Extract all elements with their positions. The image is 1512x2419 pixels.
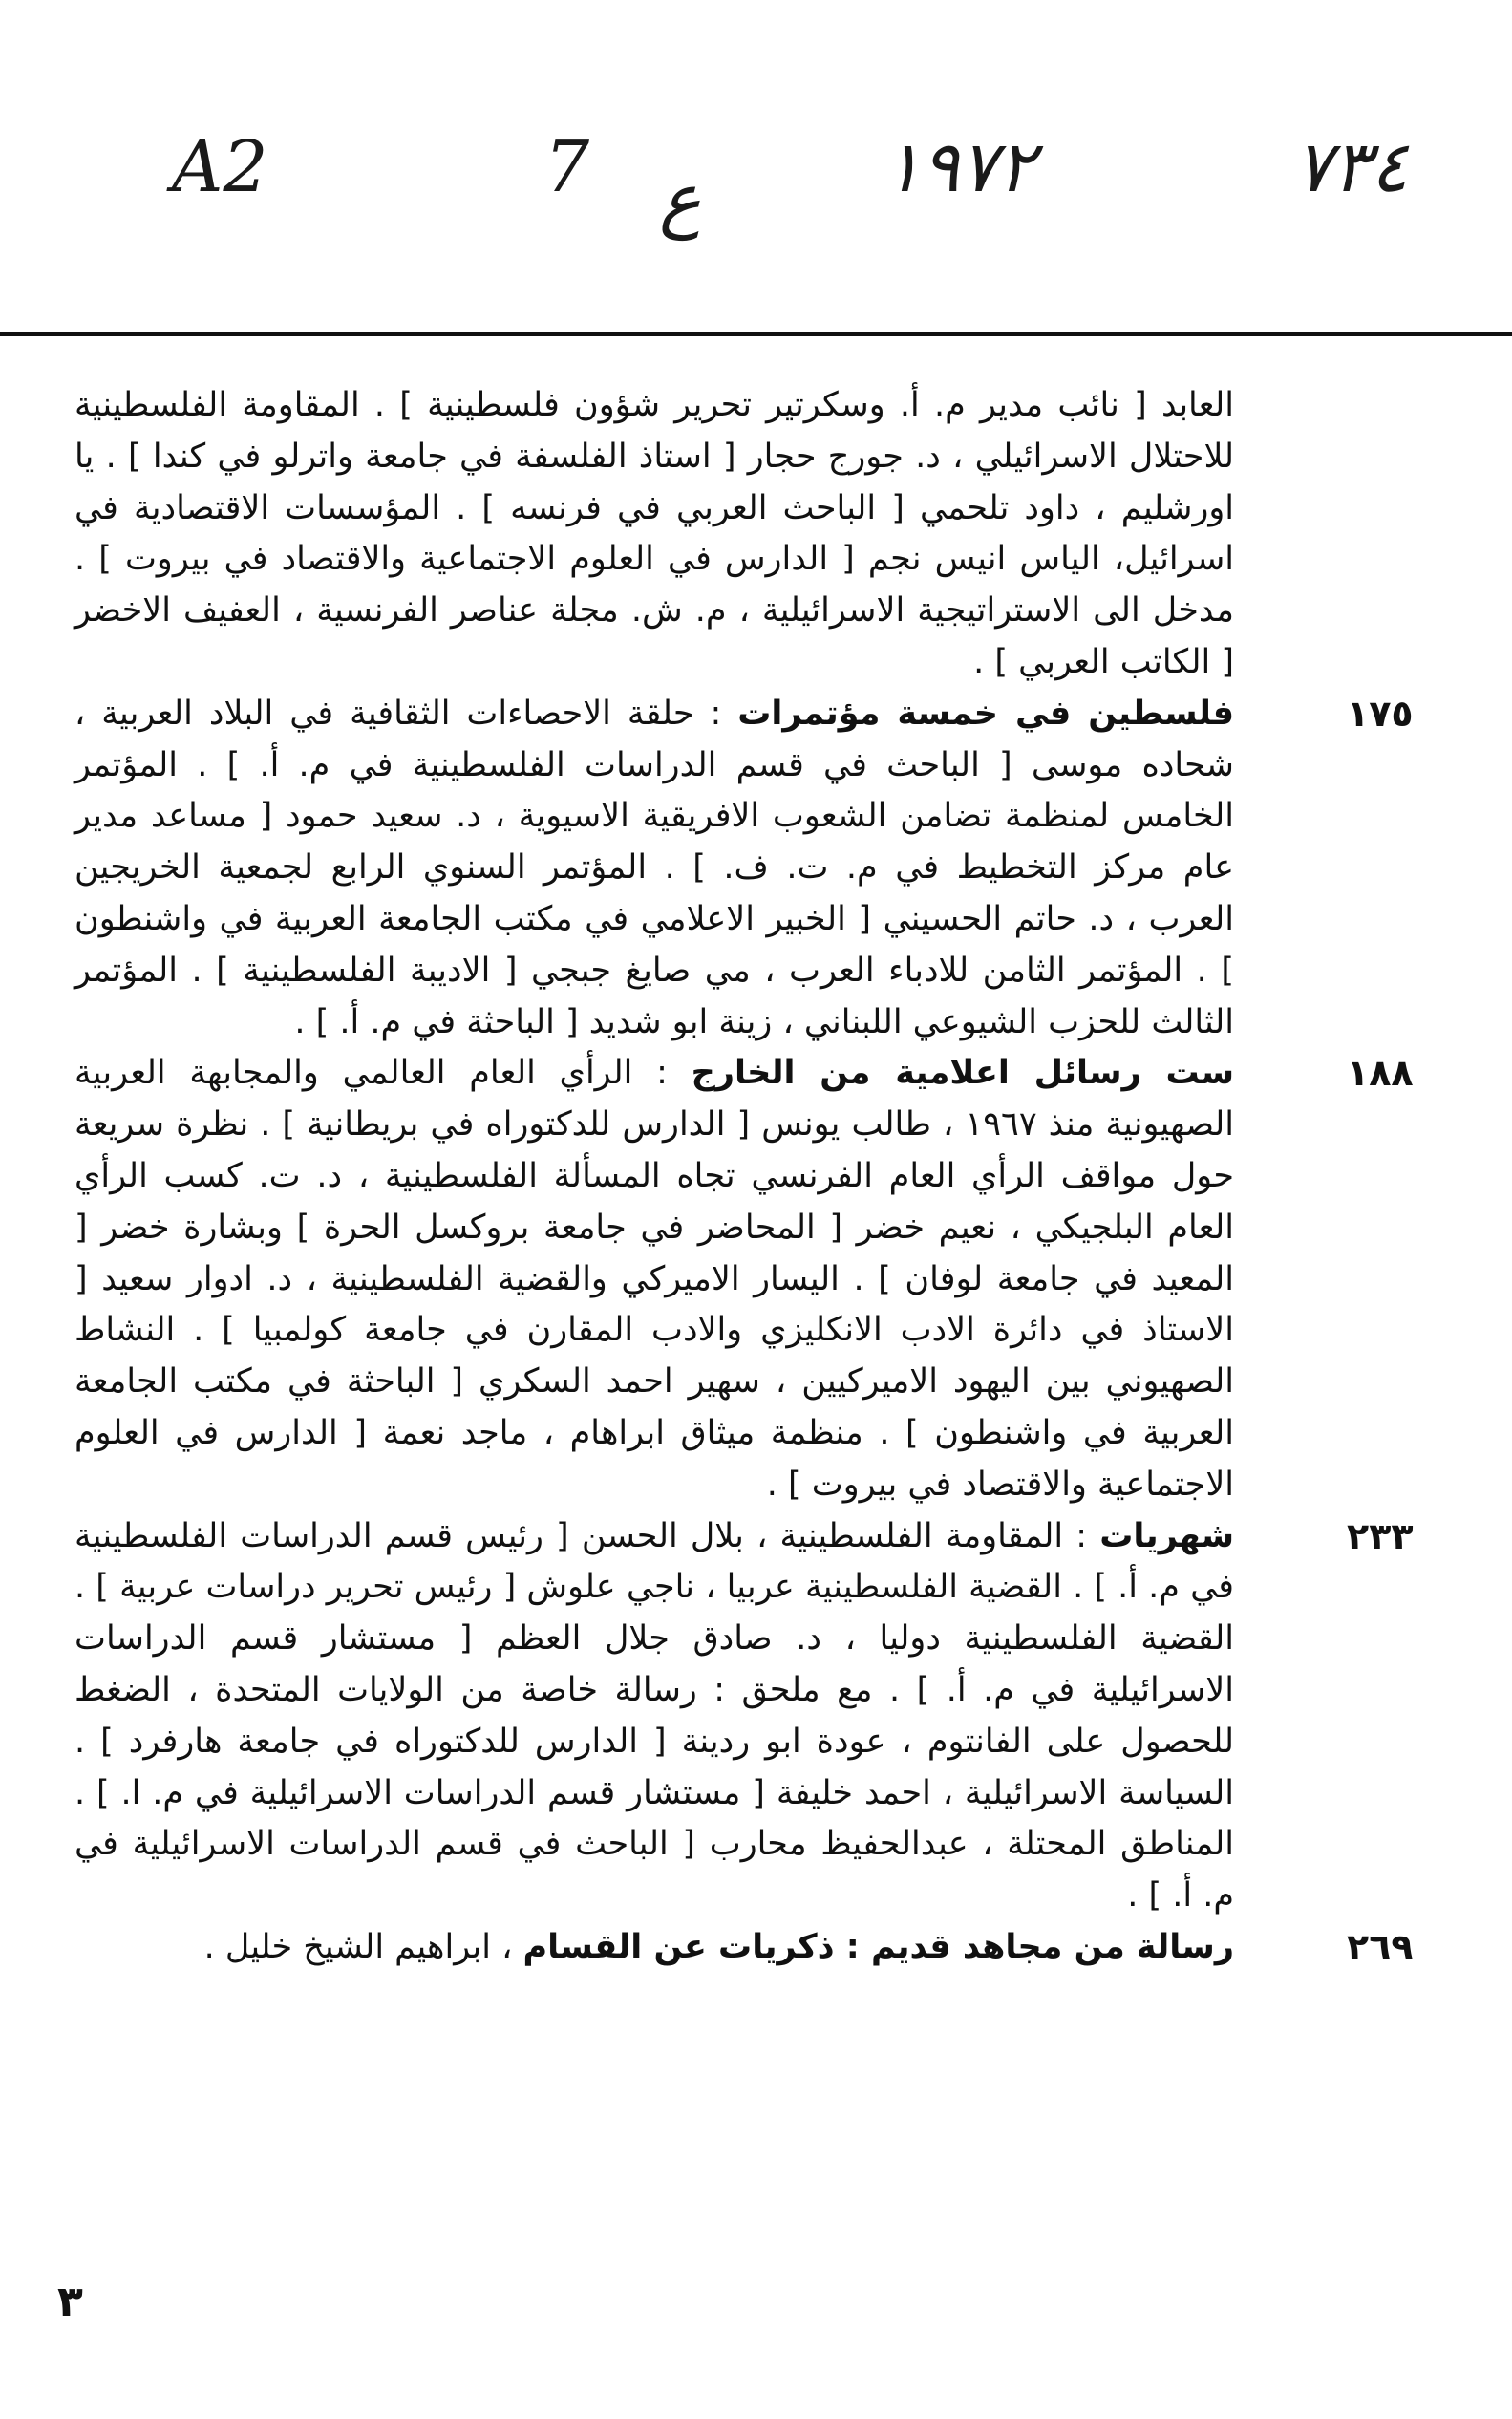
contents-entry (75, 1048, 1452, 1510)
handwritten-issue-number: 7 (544, 126, 590, 208)
entry-text: ، ابراهيم الشيخ خليل . (203, 1927, 523, 1966)
entry-page-number: ٢٦٩ (1347, 1925, 1414, 1968)
handwritten-letter: ع (659, 159, 702, 241)
entry-body (75, 380, 1234, 689)
entry-page-number: ٢٣٣ (1347, 1514, 1414, 1557)
handwritten-catalog-number: ٧٣٤ (1294, 126, 1409, 208)
entry-title: فلسطين في خمسة مؤتمرات (737, 694, 1234, 733)
entry-body (75, 1048, 1234, 1510)
entry-title: شهريات (1099, 1516, 1234, 1555)
handwritten-year: ١٩٧٢ (884, 126, 1035, 208)
entry-body (75, 1922, 1234, 1974)
entry-text: : الرأي العام العالمي والمجابهة العربية الصهيونية منذ ١٩٦٧ ، طالب يونس [ الدارس للدكتوراه في بريطانية ] . نظرة سريعة حول مواقف الرأي العام الفرنسي تجاه المسألة الفلسطينية ، د. ت. كسب الرأي العام البلجيكي ، نعيم خضر [ المحاضر في جامعة بروكسل الحرة ] وبشارة خضر [ المعيد في جامعة لوفان ] . اليسار الاميركي والقضية الفلسطينية ، د. ادوار سعيد [ الاستاذ في دائرة الادب الانكليزي والادب المقارن في جامعة كولمبيا ] . النشاط الصهيوني بين اليهود الاميركيين ، سهير احمد السكري [ الباحثة في مكتب الجامعة العربية في واشنطون ] . منظمة ميثاق ابراهام ، ماجد نعمة [ الدارس في العلوم الاجتماعية والاقتصاد في بيروت ] . (75, 1054, 1235, 1504)
entry-title: ست رسائل اعلامية من الخارج (691, 1054, 1234, 1093)
entry-text: : المقاومة الفلسطينية ، بلال الحسن [ رئيس قسم الدراسات الفلسطينية في م. أ. ] . القضية الفلسطينية عربيا ، ناجي علوش [ رئيس تحرير دراسات عربية ] . القضية الفلسطينية دوليا ، د. صادق جلال العظم [ مستشار قسم الدراسات الاسرائيلية في م. أ. ] . مع ملحق : رسالة خاصة من الولايات المتحدة ، الضغط للحصول على الفانتوم ، عودة ابو ردينة [ الدارس للدكتوراه في جامعة هارفرد ] . السياسة الاسرائيلية ، احمد خليفة [ مستشار قسم الدراسات الاسرائيلية في م. ا. ] . المناطق المحتلة ، عبدالحفيظ محارب [ الباحث في قسم الدراسات الاسرائيلية في م. أ. ] . (75, 1516, 1234, 1916)
entry-title: رسالة من مجاهد قديم : ذكريات عن القسام (522, 1927, 1234, 1966)
page-number: ٣ (57, 2278, 83, 2326)
entry-page-number: ١٧٥ (1347, 692, 1414, 735)
handwritten-code: A2 (172, 126, 268, 208)
entry-text: : حلقة الاحصاءات الثقافية في البلاد العربية ، شحاده موسى [ الباحث في قسم الدراسات الفلسطينية في م. أ. ] . المؤتمر الخامس لمنظمة تضامن الشعوب الافريقية الاسيوية ، د. سعيد حمود [ مساعد مدير عام مركز التخطيط في م. ت. ف. ] . المؤتمر السنوي الرابع لجمعية الخريجين العرب ، د. حاتم الحسيني [ الخبير الاعلامي في مكتب الجامعة العربية في واشنطون ] . المؤتمر الثامن للادباء العرب ، مي صايغ جبجي [ الاديبة الفلسطينية ] . المؤتمر الثالث للحزب الشيوعي اللبناني ، زينة ابو شديد [ الباحثة في م. أ. ] . (75, 694, 1234, 1041)
entry-page-number: ١٨٨ (1347, 1052, 1414, 1095)
contents-entry (75, 380, 1452, 689)
contents-list (75, 380, 1452, 2272)
contents-entry (75, 689, 1452, 1049)
header-divider (0, 332, 1512, 336)
entry-text: العابد [ نائب مدير م. أ. وسكرتير تحرير شؤون فلسطينية ] . المقاومة الفلسطينية للاحتلال الاسرائيلي ، د. جورج حجار [ استاذ الفلسفة في جامعة واترلو في كندا ] . يا اورشليم ، داود تلحمي [ الباحث العربي في فرنسه ] . المؤسسات الاقتصادية في اسرائيل، الياس انيس نجم [ الدارس في العلوم الاجتماعية والاقتصاد في بيروت ] . مدخل الى الاستراتيجية الاسرائيلية ، م. ش. مجلة عناصر الفرنسية ، العفيف الاخضر [ الكاتب العربي ] . (75, 386, 1234, 681)
entry-body (75, 1511, 1234, 1922)
contents-entry (75, 1511, 1452, 1922)
entry-body (75, 689, 1234, 1049)
contents-entry (75, 1922, 1452, 1974)
